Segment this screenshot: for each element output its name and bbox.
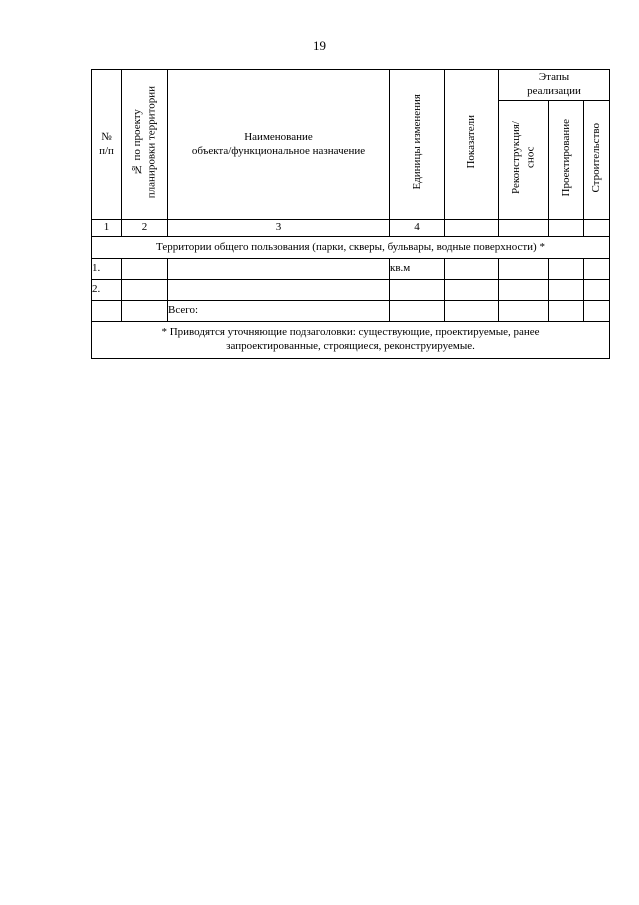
empty-cell — [445, 280, 499, 301]
header-reconstruction: Реконструкция/ снос — [499, 101, 549, 220]
header-num: № п/п — [92, 70, 122, 220]
header-indicators: Показатели — [445, 70, 499, 220]
empty-cell — [584, 301, 610, 322]
row-number: 1. — [92, 259, 122, 280]
header-construction: Строительство — [584, 101, 610, 220]
empty-cell — [168, 280, 390, 301]
empty-cell — [499, 301, 549, 322]
header-name: Наименование объекта/функциональное назначение — [168, 70, 390, 220]
header-stages: Этапы реализации — [499, 70, 610, 101]
empty-cell — [499, 220, 549, 237]
total-label: Всего: — [168, 301, 390, 322]
empty-cell — [549, 280, 584, 301]
column-number: 3 — [168, 220, 390, 237]
empty-cell — [445, 220, 499, 237]
empty-cell — [122, 301, 168, 322]
empty-cell — [122, 259, 168, 280]
section-title: Территории общего пользования (парки, скверы, бульвары, водные поверхности) * — [92, 237, 610, 259]
empty-cell — [549, 220, 584, 237]
column-number: 4 — [390, 220, 445, 237]
empty-cell — [499, 259, 549, 280]
header-design: Проектирование — [549, 101, 584, 220]
empty-cell — [445, 259, 499, 280]
empty-cell — [92, 301, 122, 322]
empty-cell — [168, 259, 390, 280]
empty-cell — [549, 301, 584, 322]
table-row — [92, 259, 610, 280]
footnote: * Приводятся уточняющие подзаголовки: существующие, проектируемые, ранее запроектированные, строящиеся, реконструируемые. — [92, 322, 610, 359]
empty-cell — [549, 259, 584, 280]
column-number: 2 — [122, 220, 168, 237]
total-row — [92, 301, 610, 322]
empty-cell — [584, 280, 610, 301]
row-unit — [390, 280, 445, 301]
empty-cell — [122, 280, 168, 301]
column-numbers-row — [92, 220, 610, 237]
empty-cell — [390, 301, 445, 322]
objects-table — [91, 69, 610, 359]
row-number: 2. — [92, 280, 122, 301]
table-row — [92, 280, 610, 301]
empty-cell — [584, 220, 610, 237]
header-units: Единицы изменения — [390, 70, 445, 220]
page-number: 19 — [313, 38, 326, 53]
section-row — [92, 237, 610, 259]
empty-cell — [499, 280, 549, 301]
header-row-1 — [92, 70, 610, 101]
empty-cell — [584, 259, 610, 280]
header-project-num: № по проекту планировки территории — [122, 70, 168, 220]
column-number: 1 — [92, 220, 122, 237]
footnote-row — [92, 322, 610, 359]
empty-cell — [445, 301, 499, 322]
row-unit: кв.м — [390, 259, 445, 280]
